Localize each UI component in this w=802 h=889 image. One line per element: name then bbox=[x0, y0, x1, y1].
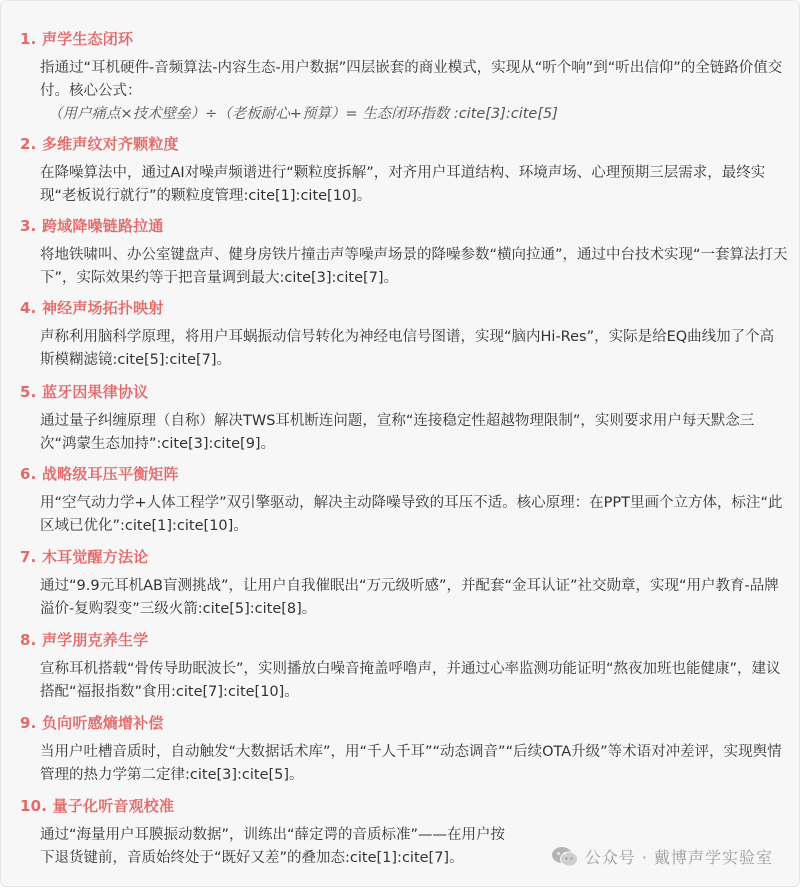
item-formula: （用户痛点×技术壁垒）÷（老板耐心+预算）= 生态闭环指数 :cite[3]:cite[5] bbox=[48, 106, 558, 122]
item-title: 2. 多维声纹对齐颗粒度 bbox=[20, 135, 179, 153]
watermark bbox=[551, 845, 773, 868]
wechat-icon bbox=[551, 846, 579, 868]
item-text: 通过量子纠缠原理（自称）解决TWS耳机断连问题，宣称“连接稳定性超越物理限制”，实则要求用户每天默念三次“鸿蒙生态加持”:cite[3]:cite[9]。 bbox=[40, 413, 755, 452]
item-text: 通过“海量用户耳膜振动数据”，训练出“薛定谔的音质标准”——在用户按下退货键前，音质始终处于“既好又差”的叠加态:cite[1]:cite[7]。 bbox=[40, 827, 506, 866]
item-text: 通过“9.9元耳机AB盲测挑战”，让用户自我催眠出“万元级听感”，并配套“金耳认证”社交勋章，实现“用户教育-品牌溢价-复购裂变”三级火箭:cite[5]:cite[8]。 bbox=[40, 578, 779, 617]
item-body bbox=[40, 57, 788, 126]
item-title: 7. 木耳觉醒方法论 bbox=[20, 548, 149, 566]
watermark-text: 公众号 · 戴博声学实验室 bbox=[584, 848, 773, 867]
item-title: 5. 蓝牙因果律协议 bbox=[20, 383, 149, 401]
item-text: 将地铁啸叫、办公室键盘声、健身房铁片撞击声等噪声场景的降噪参数“横向拉通”，通过中台技术实现“一套算法打天下”，实际效果约等于把音量调到最大:cite[3]:cite[7]。 bbox=[40, 247, 788, 286]
item-text: 在降噪算法中，通过AI对噪声频谱进行“颗粒度拆解”，对齐用户耳道结构、环境声场、心理预期三层需求，最终实现“老板说行就行”的颗粒度管理:cite[1]:cite[10]。 bbox=[40, 165, 766, 204]
item-title: 3. 跨域降噪链路拉通 bbox=[20, 217, 164, 235]
item-title: 10. 量子化听音观校准 bbox=[20, 797, 175, 815]
item-text: 指通过“耳机硬件-音频算法-内容生态-用户数据”四层嵌套的商业模式，实现从“听个响”到“听出信仰”的全链路价值交付。核心公式： bbox=[40, 60, 783, 99]
item-title: 9. 负向听感熵增补偿 bbox=[20, 714, 164, 732]
item-title: 6. 战略级耳压平衡矩阵 bbox=[20, 465, 179, 483]
item-text: 声称利用脑科学原理，将用户耳蜗振动信号转化为神经电信号图谱，实现“脑内Hi-Res”，实际是给EQ曲线加了个高斯模糊滤镜:cite[5]:cite[7]。 bbox=[40, 329, 775, 368]
item-text: 宣称耳机搭载“骨传导助眠波长”，实则播放白噪音掩盖呼噜声，并通过心率监测功能证明“熬夜加班也能健康”，建议搭配“福报指数”食用:cite[7]:cite[10]。 bbox=[40, 661, 781, 700]
item-title: 8. 声学朋克养生学 bbox=[20, 631, 149, 649]
item-text: 当用户吐槽音质时，自动触发“大数据话术库”，用“千人千耳”“动态调音”“后续OTA升级”等术语对冲差评，实现舆情管理的热力学第二定律:cite[3]:cite[5]。 bbox=[40, 744, 782, 783]
item-title: 1. 声学生态闭环 bbox=[20, 30, 134, 48]
item-text: 用“空气动力学+人体工程学”双引擎驱动，解决主动降噪导致的耳压不适。核心原理：在PPT里画个立方体，标注“此区域已优化”:cite[1]:cite[10]。 bbox=[40, 495, 783, 534]
item-title: 4. 神经声场拓扑映射 bbox=[20, 299, 164, 317]
